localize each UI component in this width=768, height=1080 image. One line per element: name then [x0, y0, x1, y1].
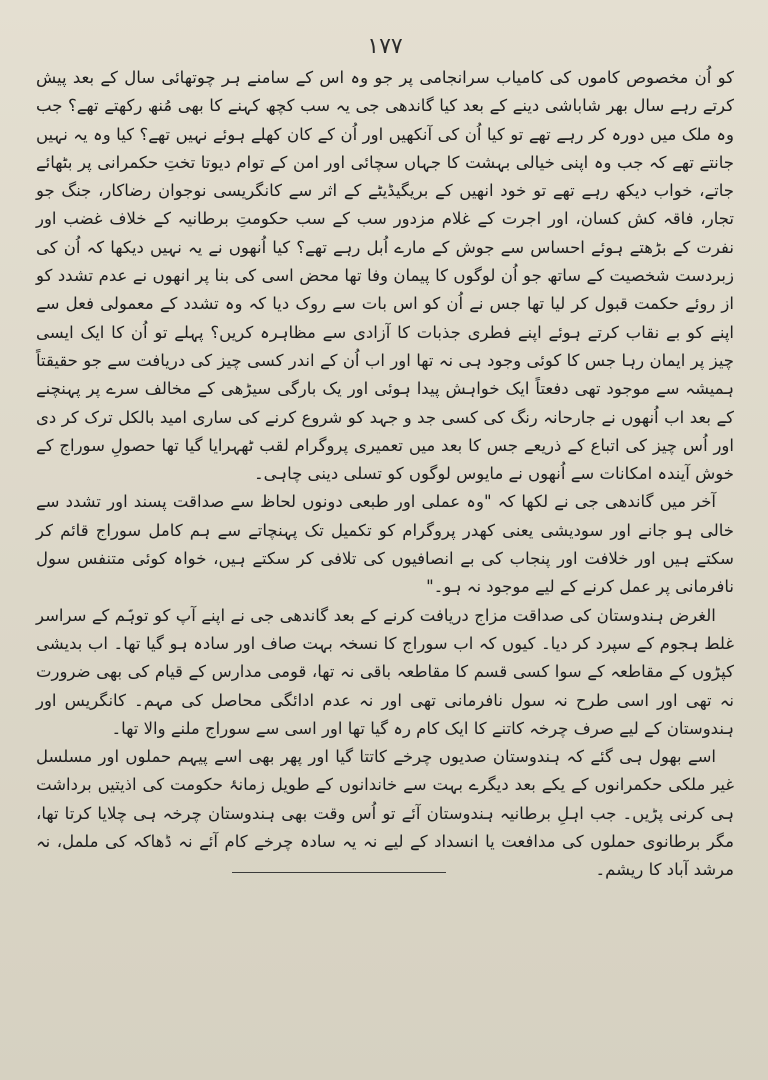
- text-line: بعد دیگرے بہت سے خاندانوں کے طویل زمانۂ حکومت کی اذیتیں برداشت ہی کرنی پڑیں۔ جب اہلِ برطانیہ: [36, 775, 734, 823]
- text-line: یعنی کھدر پروگرام کو تکمیل تک پہنچاتے سے ہم کامل سوراج قائم کر سکتے ہیں اور خلافت اور پنجاب کی بے انصافیوں: [36, 520, 735, 569]
- text-line: الغرض ہندوستان کی صداقت مزاج دریافت کرنے کے بعد گاندھی جی نے اپنے آپ کو توہّم کے سراسر: [36, 605, 716, 625]
- text-line: نے عدم تشدد کو از روئے حکمت قبول کر لیا تھا جس نے اُن کو اس بات سے روک دیا کہ وہ تشدد کے معمولی فعل: [36, 266, 734, 314]
- paragraph-3: [36, 602, 734, 743]
- text-line: ہندوستان آئے تو اُس وقت بھی ہندوستان چرخہ ہی چلایا کرتا تھا، مگر برطانوی حملوں کی مدافعت یا انسداد کے لیے نہ: [36, 803, 734, 852]
- text-line: کو اُن مخصوص کاموں کی کامیاب سرانجامی پر جو وہ اس کے سامنے ہر چوتھائی سال کے بعد پیش کرتے رہے سال بھر: [36, 68, 734, 116]
- paragraph-2: [36, 488, 734, 601]
- end-rule-divider: [232, 872, 446, 873]
- text-line: ایمان رہا جس کا کوئی وجود ہی نہ تھا اور اب اُن کے اندر کسی چیز کی دریافت سے جو حقیقتاً ہمیشہ سے موجود تھی دفعتاً ایک: [36, 350, 734, 399]
- text-line: کو شروع کرنے کی ساری امید بالکل ترک کر دی اور اُس چیز کی اتباع کے ذریعے جس کا بعد میں تعمیری پروگرام لقب: [36, 407, 734, 455]
- body-text: [36, 64, 734, 885]
- text-line: حکومتِ برطانیہ کے خلاف غضب اور نفرت کے بڑھتے ہوئے احساس سے جوش کے مارے اُبل رہے تھے؟: [36, 209, 734, 257]
- text-line: سے اپنے کو بے نقاب کرتے ہوئے اپنے فطری جذبات کا آزادی سے مظاہرہ کریں؟ پہلے تو اُن کا ایک ایسی چیز پر: [36, 294, 735, 370]
- text-line: ملنے والا تھا۔: [111, 718, 200, 738]
- text-line: کیا اُنھوں نے یہ نہیں دیکھا کہ اُن کی زبردست شخصیت کے ساتھ جو اُن لوگوں کا پیمان وفا تھا محض اسی کی بنا پر انھوں: [36, 237, 734, 286]
- text-line: آخر میں گاندھی جی نے لکھا کہ "وہ عملی اور طبعی دونوں لحاظ سے صداقت پسند اور تشدد سے خالی ہو جانے اور سودیشی: [36, 492, 734, 540]
- text-line: خواہش پیدا ہوئی اور یک بارگی سیڑھی کے مخالف سرے پر پہنچنے کے بعد اب اُنھوں نے جارحانہ رنگ کی کسی جد و جہد: [36, 379, 734, 427]
- page-number: ۱۷۷: [367, 34, 403, 59]
- text-line: شاباشی دینے کے بعد کیا گاندھی جی یہ سب کچھ کہنے کا بھی مُنھ رکھتے تھے؟ جب وہ ملک میں دورہ کر رہے تھے تو کیا: [36, 96, 734, 144]
- text-line: اسے بھول ہی گئے کہ ہندوستان صدیوں چرخے کاتتا گیا اور پھر بھی اسے پیہم حملوں اور مسلسل غیر ملکی حکمرانوں کے یکے: [36, 747, 734, 795]
- text-line: کی تلافی کر سکتے ہیں، خواہ کوئی متنفس سول نافرمانی پر عمل کرنے کے لیے موجود نہ ہو۔": [36, 549, 734, 597]
- text-line: کے سوا کسی قسم کا مقاطعہ باقی نہ تھا، قومی مدارس کے قیام کی بھی ضرورت نہ تھی اور اسی طرح نہ سول نافرمانی تھی اور نہ عدم: [36, 662, 735, 710]
- text-line: اُن کی آنکھیں اور اُن کے کان کھلے ہوئے نہیں تھے؟ کیا وہ یہ نہیں جانتے تھے کہ جب وہ اپنی خیالی بہشت کا جہاں: [36, 124, 734, 172]
- text-line: یہ سادہ چرخے کام آئے نہ ڈھاکہ کی ململ، نہ مرشد آباد کا ریشم۔: [36, 832, 734, 880]
- text-line: ٹھہرایا گیا تھا حصولِ سوراج کے خوش آیندہ امکانات سے اُنھوں نے مایوس لوگوں کو تسلی دینی چاہی۔: [36, 435, 734, 484]
- text-line: ادائگی محاصل کی مہم۔ کانگریس اور ہندوستان کے لیے صرف چرخہ کاتنے کا ایک کام رہ گیا تھا اور اسی سے سوراج: [36, 690, 734, 738]
- paragraph-4: [36, 743, 734, 884]
- paragraph-1: [36, 64, 734, 488]
- text-line: غلط ہجوم کے سپرد کر دیا۔ کیوں کہ اب سوراج کا نسخہ بہت صاف اور سادہ ہو گیا تھا۔ اب بدیشی کپڑوں کے مقاطعہ: [36, 633, 734, 682]
- text-line: سچائی اور امن کے توام دیوتا تختِ حکمرانی پر بٹھائے جاتے، خواب دیکھ رہے تھے تو خود انھیں کے بریگیڈیٹے: [36, 152, 734, 201]
- text-line: کے اثر سے کانگریسی نوجوان رضاکار، جنگ جو تجار، فاقہ کش کسان، اور اجرت کے غلام مزدور سب کے سب: [36, 181, 735, 229]
